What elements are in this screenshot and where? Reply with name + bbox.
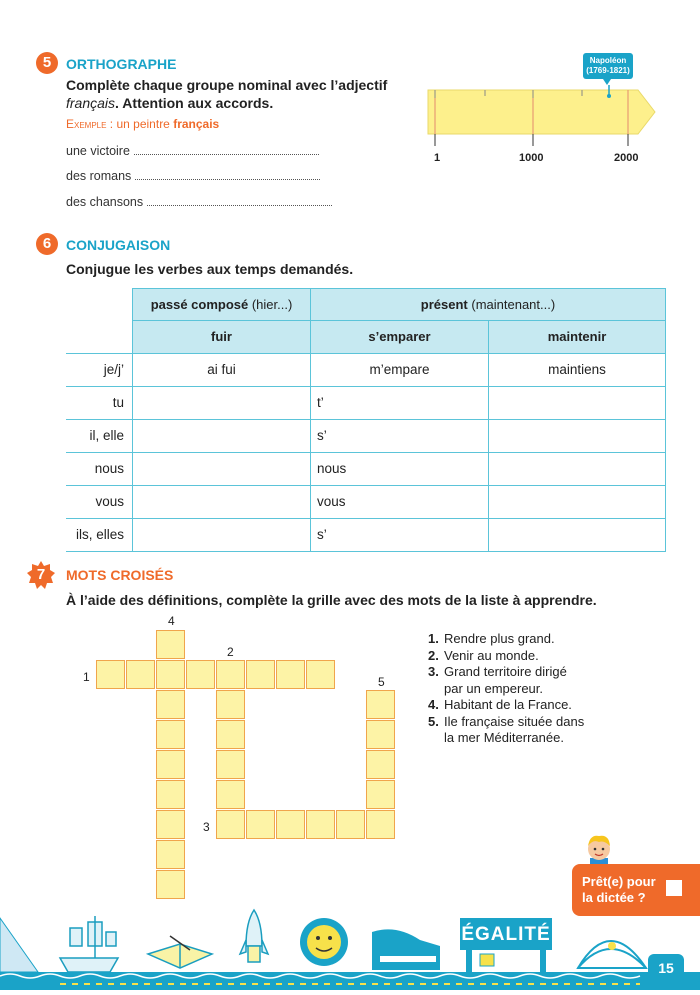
pronoun: il, elle bbox=[66, 419, 133, 452]
crossword-cell[interactable] bbox=[366, 810, 395, 839]
answer-cell[interactable] bbox=[133, 419, 311, 452]
crossword-cell[interactable] bbox=[156, 750, 185, 779]
answer-line[interactable]: des chansons bbox=[66, 195, 332, 209]
table-row bbox=[66, 419, 666, 452]
crossword-cell[interactable] bbox=[216, 780, 245, 809]
answer-cell[interactable]: s’ bbox=[311, 419, 489, 452]
crossword-cell[interactable] bbox=[186, 660, 215, 689]
definition: 3. Grand territoire dirigé bbox=[428, 664, 567, 679]
answer-cell: ai fui bbox=[133, 353, 311, 386]
crossword-cell[interactable] bbox=[366, 780, 395, 809]
crossword-cell[interactable] bbox=[216, 750, 245, 779]
clue-number: 5 bbox=[378, 675, 385, 689]
definition: 2. Venir au monde. bbox=[428, 647, 539, 663]
answer-cell[interactable] bbox=[133, 485, 311, 518]
crossword-cell[interactable] bbox=[216, 660, 245, 689]
crossword-cell[interactable] bbox=[156, 810, 185, 839]
crossword-cell[interactable] bbox=[156, 660, 185, 689]
answer-cell[interactable] bbox=[489, 452, 666, 485]
crossword-cell[interactable] bbox=[96, 660, 125, 689]
section-7-instruction: À l’aide des définitions, complète la grille avec des mots de la liste à apprendre. bbox=[66, 592, 597, 608]
definition: 4. Habitant de la France. bbox=[428, 697, 572, 712]
section-5-badge: 5 bbox=[36, 52, 58, 74]
conjugation-table bbox=[66, 288, 666, 552]
table-row bbox=[66, 353, 666, 386]
crossword-cell[interactable] bbox=[216, 690, 245, 719]
section-6-title: CONJUGAISON bbox=[66, 237, 171, 253]
dictee-checkbox[interactable] bbox=[666, 880, 682, 896]
definitions-list bbox=[428, 631, 584, 747]
crossword-cell[interactable] bbox=[246, 810, 275, 839]
crossword-cell[interactable] bbox=[156, 780, 185, 809]
answer-cell[interactable] bbox=[133, 518, 311, 551]
definition: 1. Rendre plus grand. bbox=[428, 631, 555, 646]
egalite-sign-text: ÉGALITÉ bbox=[461, 924, 551, 945]
pronoun: nous bbox=[66, 452, 133, 485]
timeline-tick-label: 1 bbox=[434, 152, 441, 164]
crossword-cell[interactable] bbox=[156, 630, 185, 659]
crossword-cell[interactable] bbox=[156, 840, 185, 869]
section-6-instruction: Conjugue les verbes aux temps demandés. bbox=[66, 261, 354, 277]
answer-cell[interactable] bbox=[489, 485, 666, 518]
table-row bbox=[66, 386, 666, 419]
footer-illustrations bbox=[0, 906, 700, 990]
clue-number: 2 bbox=[227, 645, 234, 659]
answer-cell: maintiens bbox=[489, 353, 666, 386]
dictee-box: Prêt(e) pour la dictée ? bbox=[572, 864, 700, 916]
crossword-cell[interactable] bbox=[336, 810, 365, 839]
timeline-tick-label: 1000 bbox=[519, 152, 544, 164]
table-row bbox=[66, 518, 666, 551]
answer-cell[interactable] bbox=[489, 386, 666, 419]
answer-cell[interactable] bbox=[133, 452, 311, 485]
definition: la mer Méditerranée. bbox=[444, 730, 564, 745]
crossword-cell[interactable] bbox=[306, 660, 335, 689]
section-5-instruction: Complète chaque groupe nominal avec l’adjectif français. Attention aux accords. bbox=[66, 77, 388, 111]
crossword-cell[interactable] bbox=[366, 690, 395, 719]
pronoun: tu bbox=[66, 386, 133, 419]
answer-cell[interactable] bbox=[489, 518, 666, 551]
pronoun: ils, elles bbox=[66, 518, 133, 551]
section-7-title: MOTS CROISÉS bbox=[66, 567, 174, 583]
table-row bbox=[66, 485, 666, 518]
section-6-badge: 6 bbox=[36, 233, 58, 255]
crossword-cell[interactable] bbox=[246, 660, 275, 689]
crossword-cell[interactable] bbox=[276, 810, 305, 839]
section-5-title: ORTHOGRAPHE bbox=[66, 56, 177, 72]
definition: par un empereur. bbox=[444, 680, 544, 696]
table-row bbox=[66, 452, 666, 485]
timeline-tick-label: 2000 bbox=[614, 152, 639, 164]
verb-header: fuir bbox=[133, 321, 311, 354]
pronoun: je/j’ bbox=[66, 353, 133, 386]
clue-number: 1 bbox=[83, 670, 90, 684]
tense-header: passé composé (hier...) bbox=[133, 289, 311, 321]
crossword-cell[interactable] bbox=[366, 750, 395, 779]
timeline bbox=[425, 50, 660, 170]
crossword-cell[interactable] bbox=[306, 810, 335, 839]
answer-cell[interactable] bbox=[133, 386, 311, 419]
definition: 5. Ile française située dans bbox=[428, 713, 585, 729]
pronoun: vous bbox=[66, 485, 133, 518]
crossword-cell[interactable] bbox=[156, 870, 185, 899]
answer-cell[interactable]: vous bbox=[311, 485, 489, 518]
crossword-cell[interactable] bbox=[126, 660, 155, 689]
timeline-marker-label: Napoléon (1769-1821) bbox=[586, 56, 630, 75]
clue-number: 3 bbox=[203, 820, 210, 834]
crossword-cell[interactable] bbox=[216, 810, 245, 839]
section-5-example: Exemple : un peintre français bbox=[66, 117, 220, 131]
crossword-cell[interactable] bbox=[156, 720, 185, 749]
crossword-cell[interactable] bbox=[276, 660, 305, 689]
verb-header: maintenir bbox=[489, 321, 666, 354]
clue-number: 4 bbox=[168, 614, 175, 628]
page-number: 15 bbox=[648, 954, 684, 982]
answer-cell[interactable]: s’ bbox=[311, 518, 489, 551]
crossword-cell[interactable] bbox=[366, 720, 395, 749]
answer-line[interactable]: une victoire bbox=[66, 144, 319, 158]
crossword-cell[interactable] bbox=[216, 720, 245, 749]
answer-cell: m’empare bbox=[311, 353, 489, 386]
answer-line[interactable]: des romans bbox=[66, 169, 320, 183]
answer-cell[interactable]: nous bbox=[311, 452, 489, 485]
verb-header: s’emparer bbox=[311, 321, 489, 354]
crossword-cell[interactable] bbox=[156, 690, 185, 719]
answer-cell[interactable]: t’ bbox=[311, 386, 489, 419]
answer-cell[interactable] bbox=[489, 419, 666, 452]
section-7-badge: 7 bbox=[26, 560, 56, 590]
tense-header: présent (maintenant...) bbox=[311, 289, 666, 321]
